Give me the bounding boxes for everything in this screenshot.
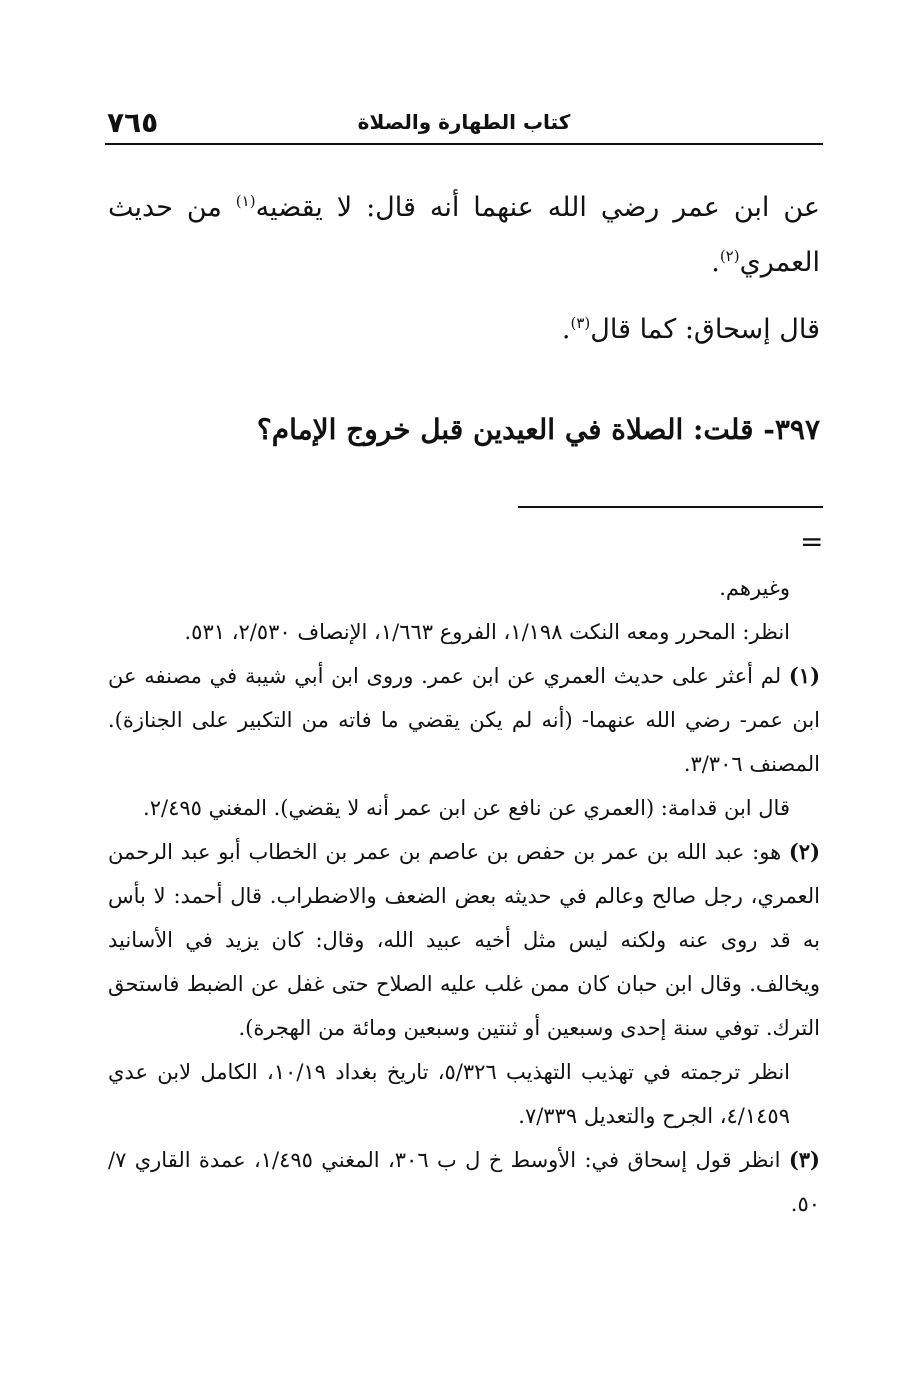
para2-end: . <box>561 314 571 345</box>
book-title: كتاب الطهارة والصلاة <box>357 110 571 134</box>
footnote-1-number: (١) <box>788 663 820 688</box>
footnote-2-extra: انظر ترجمته في تهذيب التهذيب ٥/٣٢٦، تاريخ بغداد ١٠/١٩، الكامل لابن عدي ٤/١٤٥٩، الجرح والتعديل ٧/٣٣٩. <box>108 1060 791 1128</box>
question-heading: ٣٩٧- قلت: الصلاة في العيدين قبل خروج الإمام؟ <box>256 413 820 446</box>
footnote-2-number: (٢) <box>788 839 820 864</box>
footnote-2-text: هو: عبد الله بن عمر بن حفص بن عاصم بن عمر بن الخطاب أبو عبد الرحمن العمري، رجل صالح وعالم في حديثه بعض الضعف والاضطراب. قال أحمد: لا بأس به قد روى عنه ولكنه ليس مثل أخيه عبيد الله، وقال: كان يزيد في الأسانيد ويخالف. وقال ابن حبان كان ممن غلب عليه الصلاح حتى غفل عن الضبط فاستحق الترك. توفي سنة إحدى وسبعين أو ثنتين وسبعين ومائة من الهجرة). <box>108 840 820 1040</box>
para1-end: . <box>711 247 720 278</box>
main-paragraph-2 <box>108 302 888 357</box>
page-number: ٧٦٥ <box>107 106 159 139</box>
continuation-mark: = <box>800 525 824 558</box>
para2-text: قال إسحاق: كما قال <box>590 314 820 345</box>
main-paragraph-1 <box>108 180 888 290</box>
para1-text-cont: من حديث العمري <box>108 192 820 278</box>
footnote-1 <box>108 654 820 786</box>
footnote-1-extra: قال ابن قدامة: (العمري عن نافع عن ابن عمر أنه لا يقضي). المغني ٢/٤٩٥. <box>143 796 790 820</box>
footnote-3 <box>108 1138 820 1226</box>
running-header <box>105 104 823 144</box>
footnote-ref-1[interactable]: (١) <box>235 192 256 210</box>
footnotes-section <box>108 566 820 1226</box>
footnote-ref-3[interactable]: (٣) <box>570 314 591 332</box>
header-divider <box>105 143 823 145</box>
footnote-continuation-1: وغيرهم. <box>719 576 790 600</box>
footnote-3-number: (٣) <box>788 1147 820 1172</box>
footnote-1-text: لم أعثر على حديث العمري عن ابن عمر. وروى ابن أبي شيبة في مصنفه عن ابن عمر- رضي الله عنهما- (أنه لم يكن يقضي ما فاته من التكبير على الجنازة). المصنف ٣/٣٠٦. <box>108 664 820 776</box>
footnote-2 <box>108 830 820 1050</box>
para1-text: عن ابن عمر رضي الله عنهما أنه قال: لا يقضيه <box>255 192 820 223</box>
footnote-divider <box>518 506 823 508</box>
footnote-3-text: انظر قول إسحاق في: الأوسط خ ل ب ٣٠٦، المغني ١/٤٩٥، عمدة القاري ٧/ ٥٠. <box>108 1148 820 1216</box>
footnote-ref-2[interactable]: (٢) <box>719 247 740 265</box>
footnote-continuation-2: انظر: المحرر ومعه النكت ١/١٩٨، الفروع ١/٦٦٣، الإنصاف ٢/٥٣٠، ٥٣١. <box>184 620 790 644</box>
